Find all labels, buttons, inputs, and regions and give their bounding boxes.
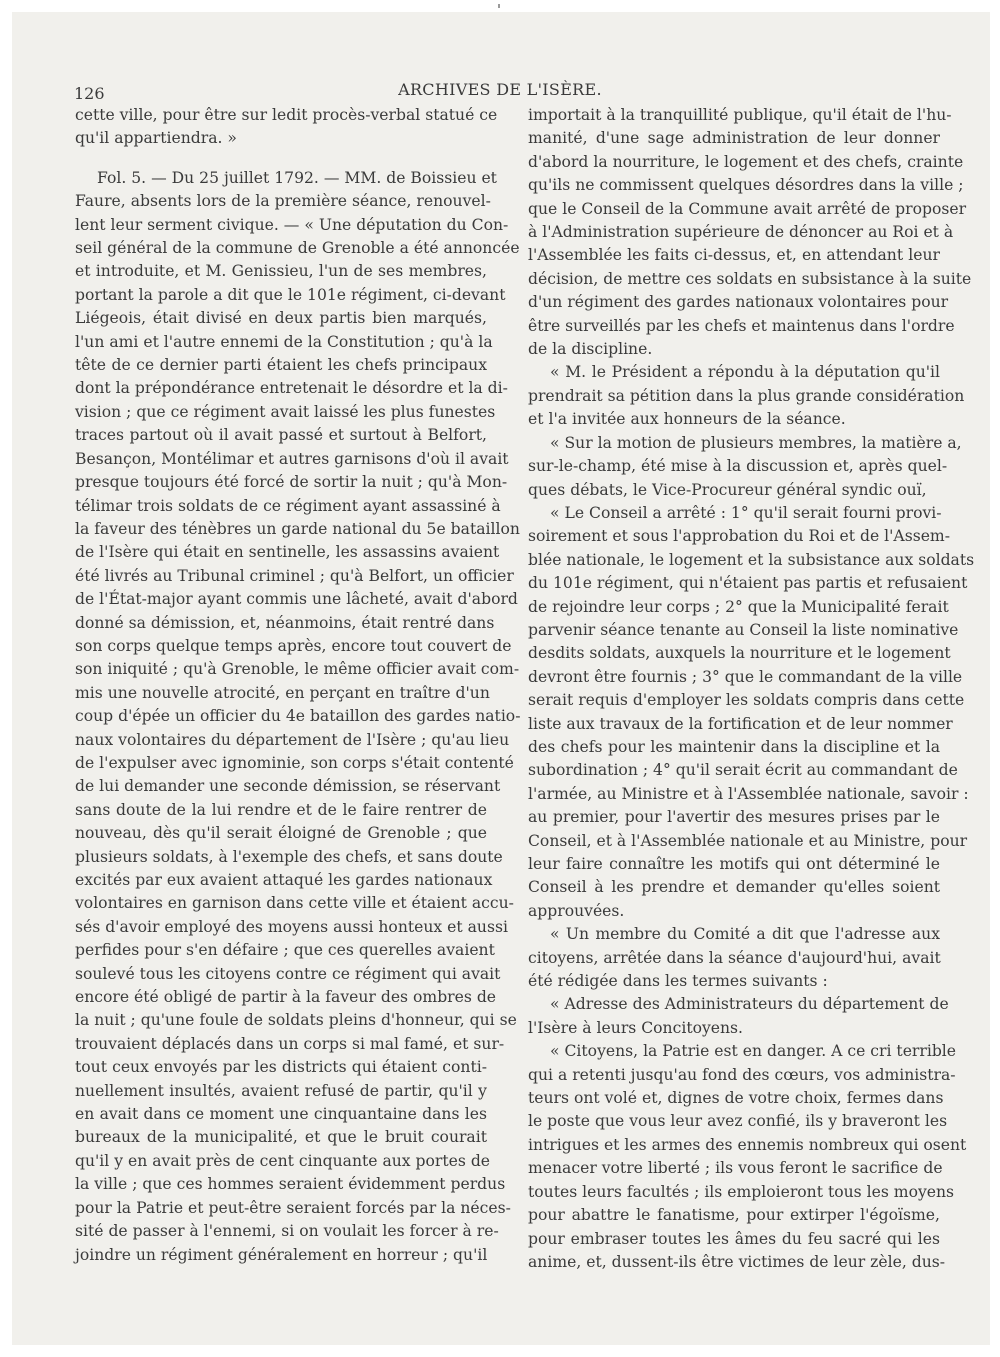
scan-mark [498, 4, 500, 8]
text-line: d'un régiment des gardes nationaux volontaires pour [528, 293, 949, 312]
text-line: au premier, pour l'avertir des mesures prises par le [528, 808, 940, 827]
text-line: l'Assemblée les faits ci-dessus, et, en attendant leur [528, 246, 940, 265]
text-line: parvenir séance tenante au Conseil la liste nominative [528, 620, 959, 639]
text-line: volontaires en garnison dans cette ville et étaient accu- [75, 894, 514, 913]
text-line: l'Isère à leurs Concitoyens. [528, 1018, 744, 1037]
text-line: de rejoindre leur corps ; 2° que la Municipalité ferait [528, 597, 949, 616]
text-line: des chefs pour les maintenir dans la discipline et la [528, 737, 940, 756]
text-line: citoyens, arrêtée dans la séance d'aujourd'hui, avait [528, 948, 941, 967]
text-line: « Citoyens, la Patrie est en danger. A ce cri terrible [550, 1042, 957, 1061]
text-line: sés d'avoir employé des moyens aussi honteux et aussi [75, 917, 508, 936]
text-line: perfides pour s'en défaire ; que ces querelles avaient [75, 941, 495, 960]
text-line: son iniquité ; qu'à Grenoble, le même officier avait com- [75, 660, 520, 679]
text-line: son corps quelque temps après, encore tout couvert de [75, 636, 512, 655]
text-line: blée nationale, le logement et la subsistance aux soldats [528, 550, 975, 569]
text-line: dont la prépondérance entretenait le désordre et la di- [75, 379, 508, 398]
text-line: qui a retenti jusqu'au fond des cœurs, vos administra- [528, 1065, 956, 1084]
text-line: Faure, absents lors de la première séance, renouvel- [75, 192, 491, 211]
text-line: Fol. 5. — Du 25 juillet 1792. — MM. de Boissieu et [97, 168, 497, 187]
text-line: encore été obligé de partir à la faveur des ombres de [75, 988, 497, 1007]
text-line: être surveillés par les chefs et maintenus dans l'ordre [528, 316, 955, 335]
text-line: mis une nouvelle atrocité, en perçant en traître d'un [75, 683, 490, 702]
text-line: trouvaient déplacés dans un corps si mal famé, et sur- [75, 1034, 505, 1053]
text-line: prendrait sa pétition dans la plus grande considération [528, 386, 965, 405]
text-line: traces partout où il avait passé et surtout à Belfort, [75, 426, 487, 445]
text-line: de la discipline. [528, 340, 653, 359]
text-line: en avait dans ce moment une cinquantaine dans les [75, 1105, 487, 1124]
text-line: qu'il y en avait près de cent cinquante aux portes de [75, 1151, 491, 1170]
text-line: été livrés au Tribunal criminel ; qu'à Belfort, un officier [75, 566, 514, 585]
text-line: « M. le Président a répondu à la députation qu'il [550, 363, 940, 382]
text-line: du 101e régiment, qui n'étaient pas partis et refusaient [528, 574, 968, 593]
text-line: joindre un régiment généralement en horreur ; qu'il [75, 1245, 488, 1264]
text-line: soirement et sous l'approbation du Roi et de l'Assem- [528, 527, 950, 546]
text-line: l'un ami et l'autre ennemi de la Constitution ; qu'à la [75, 332, 493, 351]
text-line: nuellement insultés, avaient refusé de partir, qu'il y [75, 1081, 487, 1100]
text-line: naux volontaires du département de l'Isère ; qu'au lieu [75, 730, 510, 749]
text-line: sur-le-champ, été mise à la discussion et, après quel- [528, 457, 948, 476]
right-column [528, 104, 975, 1274]
text-line: qu'il appartiendra. » [75, 129, 237, 148]
text-line: cette ville, pour être sur ledit procès-verbal statué ce [75, 106, 498, 124]
text-line: décision, de mettre ces soldats en subsistance à la suite [528, 269, 972, 288]
text-line: seil général de la commune de Grenoble a été annoncée [75, 239, 520, 258]
text-line: toutes leurs facultés ; ils emploieront tous les moyens [528, 1182, 955, 1201]
text-line: desdits soldats, auxquels la nourriture et le logement [528, 644, 951, 663]
text-line: et l'a invitée aux honneurs de la séance. [528, 410, 846, 429]
text-line: pour embraser toutes les âmes du feu sacré qui les [528, 1229, 940, 1248]
text-line: coup d'épée un officier du 4e bataillon des gardes natio- [75, 707, 521, 726]
text-line: sité de passer à l'ennemi, si on voulait les forcer à re- [75, 1222, 499, 1241]
text-line: leur faire connaître les motifs qui ont déterminé le [528, 855, 940, 873]
text-line: importait à la tranquillité publique, qu'il était de l'hu- [528, 106, 952, 124]
text-line: été rédigée dans les termes suivants : [528, 972, 828, 991]
text-line: anime, et, dussent-ils être victimes de leur zèle, dus- [528, 1252, 946, 1271]
text-line: teurs ont volé et, dignes de votre choix, fermes dans [528, 1089, 944, 1108]
text-line: donné sa démission, et, néanmoins, était rentré dans [75, 613, 495, 632]
text-line: sans doute de la lui rendre et de le faire rentrer de [75, 800, 487, 819]
text-line: lent leur serment civique. — « Une députation du Con- [75, 215, 509, 234]
text-line: intrigues et les armes des ennemis nombreux qui osent [528, 1135, 967, 1154]
text-line: pour abattre le fanatisme, pour extirper l'égoïsme, [528, 1206, 940, 1225]
text-line: serait requis d'employer les soldats compris dans cette [528, 691, 965, 710]
text-line: presque toujours été forcé de sortir la nuit ; qu'à Mon- [75, 473, 508, 492]
text-line: Conseil, et à l'Assemblée nationale et au Ministre, pour [528, 831, 968, 850]
text-line: la ville ; que ces hommes seraient évidemment perdus [75, 1175, 506, 1194]
text-line: de lui demander une seconde démission, se réservant [75, 777, 501, 796]
text-line: approuvées. [528, 901, 625, 920]
text-line: de l'Isère qui était en sentinelle, les assassins avaient [75, 543, 500, 562]
text-line: Liégeois, était divisé en deux partis bien marqués, [75, 309, 487, 328]
text-line: le poste que vous leur avez confié, ils y braveront les [528, 1112, 948, 1131]
text-line: plusieurs soldats, à l'exemple des chefs, et sans doute [75, 847, 503, 866]
text-line: d'abord la nourriture, le logement et des chefs, crainte [528, 152, 964, 171]
text-line: « Adresse des Administrateurs du département de [550, 995, 949, 1014]
text-line: de l'expulser avec ignominie, son corps s'était contenté [75, 753, 514, 772]
text-line: l'armée, au Ministre et à l'Assemblée nationale, savoir : [528, 784, 969, 803]
text-line: que le Conseil de la Commune avait arrêté de proposer [528, 199, 967, 218]
text-line: de l'État-major ayant commis une lâcheté, avait d'abord [75, 590, 518, 609]
text-line: excités par eux avaient attaqué les gardes nationaux [75, 871, 493, 889]
text-line: menacer votre liberté ; ils vous feront le sacrifice de [528, 1159, 943, 1178]
text-line: ques débats, le Vice-Procureur général syndic ouï, [528, 480, 927, 499]
text-line: et introduite, et M. Genissieu, l'un de ses membres, [75, 262, 487, 281]
text-line: tête de ce dernier parti étaient les chefs principaux [75, 356, 487, 375]
text-line: télimar trois soldats de ce régiment ayant assassiné à [75, 496, 501, 515]
text-line: nouveau, dès qu'il serait éloigné de Grenoble ; que [75, 824, 487, 843]
text-line: « Le Conseil a arrêté : 1° qu'il serait fourni provi- [550, 503, 942, 522]
text-line: Conseil à les prendre et demander qu'elles soient [528, 878, 940, 897]
text-line: tout ceux envoyés par les districts qui étaient conti- [75, 1058, 487, 1077]
text-line: vision ; que ce régiment avait laissé les plus funestes [75, 402, 496, 421]
text-line: Besançon, Montélimar et autres garnisons d'où il avait [75, 449, 509, 468]
text-line: pour la Patrie et peut-être seraient forcés par la néces- [75, 1198, 511, 1217]
text-line: la nuit ; qu'une foule de soldats pleins d'honneur, qui se [75, 1011, 517, 1030]
running-title: ARCHIVES DE L'ISÈRE. [398, 80, 602, 99]
text-line: devront être fournis ; 3° que le commandant de la ville [528, 667, 963, 686]
text-line: manité, d'une sage administration de leur donner [528, 129, 940, 148]
text-line: à l'Administration supérieure de dénoncer au Roi et à [528, 223, 954, 242]
left-column [75, 104, 521, 1267]
text-line: « Sur la motion de plusieurs membres, la matière a, [550, 433, 962, 452]
text-line: liste aux travaux de la fortification et de leur nommer [528, 714, 953, 733]
text-line: bureaux de la municipalité, et que le bruit courait [75, 1128, 487, 1147]
page-number: 126 [74, 84, 105, 103]
text-line: portant la parole a dit que le 101e régiment, ci-devant [75, 285, 506, 304]
text-line: « Un membre du Comité a dit que l'adresse aux [550, 925, 940, 944]
text-line: qu'ils ne commissent quelques désordres dans la ville ; [528, 176, 964, 195]
text-line: la faveur des ténèbres un garde national du 5e bataillon [75, 519, 520, 538]
text-line: soulevé tous les citoyens contre ce régiment qui avait [75, 964, 501, 983]
text-line: subordination ; 4° qu'il serait écrit au commandant de [528, 761, 958, 780]
